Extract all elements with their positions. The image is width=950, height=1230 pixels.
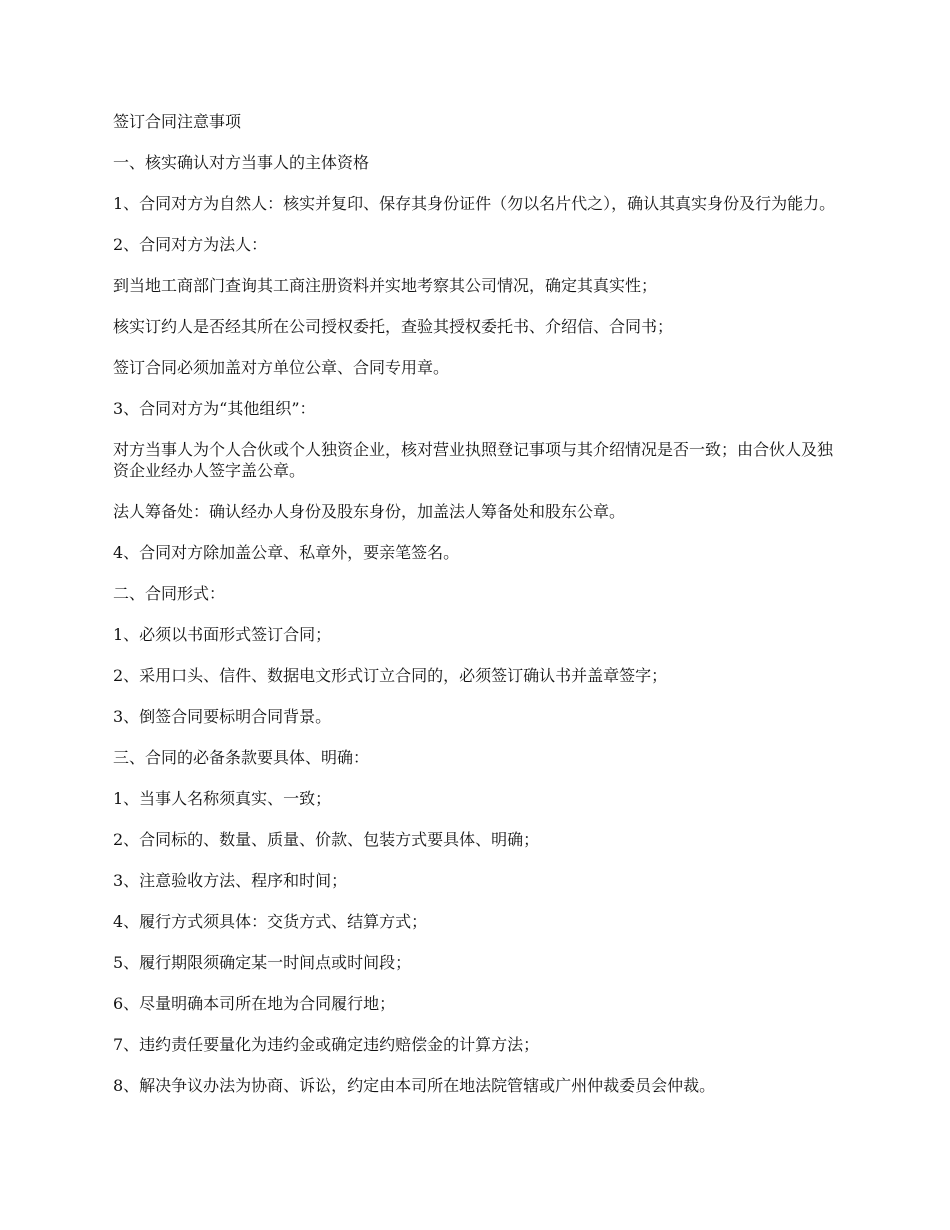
paragraph-subject-matter: 2、合同标的、数量、质量、价款、包装方式要具体、明确；: [113, 830, 540, 849]
paragraph-preparatory-office: 法人筹备处：确认经办人身份及股东身份，加盖法人筹备处和股东公章。: [113, 502, 626, 521]
paragraph-performance-place: 6、尽量明确本司所在地为合同履行地；: [113, 994, 396, 1013]
section-heading-essential-terms: 三、合同的必备条款要具体、明确：: [113, 748, 370, 767]
paragraph-written-form: 1、必须以书面形式签订合同；: [113, 625, 332, 644]
paragraph-acceptance-method: 3、注意验收方法、程序和时间；: [113, 871, 348, 890]
paragraph-confirmation-letter: 2、采用口头、信件、数据电文形式订立合同的，必须签订确认书并盖章签字；: [113, 666, 668, 685]
section-heading-subject-qualification: 一、核实确认对方当事人的主体资格: [113, 153, 370, 172]
section-heading-contract-form: 二、合同形式：: [113, 584, 226, 603]
paragraph-backdated-contract: 3、倒签合同要标明合同背景。: [113, 707, 332, 726]
paragraph-performance-period: 5、履行期限须确定某一时间点或时间段；: [113, 953, 412, 972]
paragraph-official-seal: 签订合同必须加盖对方单位公章、合同专用章。: [113, 358, 450, 377]
paragraph-handwritten-signature: 4、合同对方除加盖公章、私章外，要亲笔签名。: [113, 543, 460, 562]
document-body: [113, 111, 838, 1116]
paragraph-partnership-enterprise: 对方当事人为个人合伙或个人独资企业，核对营业执照登记事项与其介绍情况是否一致；由合伙人及独资企业经办人签字盖公章。: [113, 440, 834, 480]
paragraph-business-registration-check: 到当地工商部门查询其工商注册资料并实地考察其公司情况，确定其真实性；: [113, 276, 658, 295]
paragraph-authorization-check: 核实订约人是否经其所在公司授权委托，查验其授权委托书、介绍信、合同书；: [113, 317, 674, 336]
document-title: 签订合同注意事项: [113, 112, 242, 131]
paragraph-dispute-resolution: 8、解决争议办法为协商、诉讼，约定由本司所在地法院管辖或广州仲裁委员会仲裁。: [113, 1076, 716, 1095]
paragraph-party-names: 1、当事人名称须真实、一致；: [113, 789, 332, 808]
paragraph-performance-method: 4、履行方式须具体：交货方式、结算方式；: [113, 912, 428, 931]
paragraph-other-organization: 3、合同对方为“其他组织”：: [113, 399, 316, 418]
paragraph-legal-person: 2、合同对方为法人：: [113, 235, 268, 254]
paragraph-liability-for-breach: 7、违约责任要量化为违约金或确定违约赔偿金的计算方法；: [113, 1035, 540, 1054]
paragraph-natural-person: 1、合同对方为自然人：核实并复印、保存其身份证件（勿以名片代之），确认其真实身份及行为能力。: [113, 194, 836, 213]
